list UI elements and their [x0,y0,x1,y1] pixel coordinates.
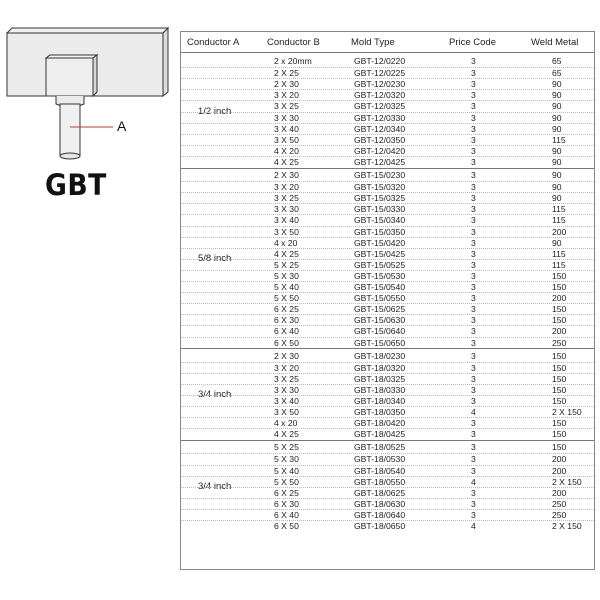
mold-type-cell: GBT-18/0525 [354,442,406,453]
conductor-b-cell: 5 X 50 [274,476,299,487]
callout-label-a: A [117,118,127,134]
price-code-cell: 3 [471,465,476,476]
weld-metal-cell: 115 [552,248,566,259]
weld-metal-cell: 150 [552,304,567,315]
mold-type-cell: GBT-15/0625 [354,304,406,315]
price-code-cell: 3 [471,215,476,226]
conductor-b-cell: 6 X 30 [274,498,299,509]
conductor-b-cell: 5 X 40 [274,465,299,476]
mold-type-cell: GBT-15/0330 [354,204,406,215]
price-code-cell: 3 [471,509,476,520]
price-code-cell: 3 [471,90,476,101]
price-code-cell: 4 [471,521,476,532]
weld-metal-cell: 150 [552,373,567,384]
weld-metal-cell: 90 [552,145,562,156]
model-title: GBT [45,168,107,202]
weld-metal-cell: 150 [552,395,567,406]
mold-type-cell: GBT-15/0350 [354,226,406,237]
conductor-b-cell: 3 X 50 [274,134,299,145]
conductor-b-cell: 2 X 25 [274,68,299,79]
weld-metal-cell: 90 [552,79,562,90]
price-code-cell: 3 [471,101,476,112]
weld-metal-cell: 65 [552,68,562,79]
weld-metal-cell: 115 [552,204,566,215]
mold-type-cell: GBT-12/0340 [354,123,406,134]
mold-type-cell: GBT-15/0420 [354,237,406,248]
weld-metal-cell: 150 [552,282,567,292]
weld-metal-cell: 200 [552,487,567,498]
weld-metal-cell: 150 [552,442,567,453]
conductor-b-cell: 4 x 20 [274,237,298,248]
weld-metal-cell: 115 [552,259,566,270]
table-group [181,351,594,440]
price-code-cell: 3 [471,304,476,315]
weld-metal-cell: 90 [552,90,562,101]
mold-type-cell: GBT-18/0630 [354,498,406,509]
price-code-cell: 3 [471,145,476,156]
conductor-b-cell: 3 X 20 [274,90,299,101]
conductor-b-cell: 3 X 50 [274,226,299,237]
mold-type-cell: GBT-18/0425 [354,429,406,440]
group-divider [181,440,594,441]
weld-metal-cell: 150 [552,429,567,440]
weld-metal-cell: 90 [552,182,562,193]
mold-type-cell: GBT-15/0325 [354,193,406,204]
header-mold-type: Mold Type [351,37,395,48]
weld-metal-cell: 90 [552,101,562,112]
price-code-cell: 3 [471,259,476,270]
mold-type-cell: GBT-12/0330 [354,112,406,123]
weld-metal-cell: 150 [552,350,567,361]
mold-type-cell: GBT-12/0320 [354,90,406,101]
conductor-b-cell: 5 X 50 [274,293,299,304]
weld-metal-cell: 90 [552,193,562,204]
weld-metal-cell: 90 [552,237,562,248]
table-row [181,428,594,440]
price-code-cell: 3 [471,112,476,123]
conductor-b-cell: 6 X 25 [274,487,299,498]
price-code-cell: 3 [471,182,476,193]
mold-type-cell: GBT-15/0640 [354,326,406,337]
conductor-b-cell: 2 X 30 [274,350,299,361]
price-code-cell: 3 [471,337,476,348]
table-group [181,56,594,167]
conductor-b-cell: 3 X 20 [274,182,299,193]
gbt-mold-illustration [0,0,175,165]
weld-metal-cell: 200 [552,454,567,465]
mold-type-cell: GBT-18/0320 [354,362,406,373]
table-row [181,442,594,453]
conductor-a-cell: 1/2 inch [198,105,232,117]
weld-metal-cell: 200 [552,226,567,237]
conductor-b-cell: 3 X 40 [274,395,299,406]
conductor-b-cell: 6 X 40 [274,326,299,337]
mold-type-cell: GBT-12/0225 [354,68,406,79]
weld-metal-cell: 115 [552,215,566,226]
conductor-b-cell: 5 X 25 [274,442,299,453]
weld-metal-cell: 150 [552,362,567,373]
weld-metal-cell: 150 [552,418,567,429]
conductor-b-cell: 6 X 30 [274,315,299,326]
conductor-b-cell: 5 X 30 [274,454,299,465]
conductor-b-cell: 3 X 40 [274,215,299,226]
conductor-b-cell: 4 X 25 [274,248,299,259]
price-code-cell: 3 [471,384,476,395]
weld-metal-cell: 200 [552,465,567,476]
price-code-cell: 3 [471,123,476,134]
weld-metal-cell: 150 [552,315,567,326]
conductor-b-cell: 4 x 20 [274,418,298,429]
price-code-cell: 3 [471,418,476,429]
weld-metal-cell: 2 X 150 [552,521,582,532]
mold-type-cell: GBT-15/0425 [354,248,406,259]
group-divider [181,168,594,169]
mold-type-cell: GBT-15/0525 [354,259,406,270]
conductor-b-cell: 3 X 30 [274,384,299,395]
price-code-cell: 3 [471,315,476,326]
mold-type-cell: GBT-18/0340 [354,395,406,406]
mold-type-cell: GBT-18/0325 [354,373,406,384]
price-code-cell: 3 [471,454,476,465]
gbt-connection-diagram [0,0,175,200]
price-code-cell: 3 [471,170,476,180]
table-row [181,56,594,67]
mold-type-cell: GBT-15/0340 [354,215,406,226]
price-code-cell: 3 [471,498,476,509]
mold-type-cell: GBT-18/0640 [354,509,406,520]
conductor-b-cell: 6 X 50 [274,521,299,532]
weld-metal-cell: 115 [552,134,566,145]
weld-metal-cell: 90 [552,112,562,123]
mold-type-cell: GBT-18/0350 [354,407,406,418]
group-divider [181,348,594,349]
conductor-b-cell: 5 X 40 [274,282,299,292]
mold-type-cell: GBT-18/0540 [354,465,406,476]
price-code-cell: 3 [471,248,476,259]
conductor-b-cell: 6 X 25 [274,304,299,315]
conductor-b-cell: 3 X 25 [274,373,299,384]
mold-type-cell: GBT-15/0540 [354,282,406,292]
mold-specification-table [180,31,595,570]
weld-metal-cell: 150 [552,384,567,395]
mold-type-cell: GBT-12/0350 [354,134,406,145]
table-group [181,442,594,531]
price-code-cell: 3 [471,282,476,292]
mold-type-cell: GBT-15/0550 [354,293,406,304]
price-code-cell: 3 [471,429,476,440]
weld-metal-cell: 2 X 150 [552,407,582,418]
weld-metal-cell: 65 [552,56,562,66]
conductor-b-cell: 6 X 40 [274,509,299,520]
weld-metal-cell: 250 [552,337,567,348]
mold-type-cell: GBT-12/0420 [354,145,406,156]
price-code-cell: 3 [471,270,476,281]
conductor-b-cell: 4 X 25 [274,429,299,440]
mold-type-cell: GBT-12/0220 [354,56,406,66]
mold-type-cell: GBT-15/0650 [354,337,406,348]
conductor-b-cell: 3 X 25 [274,193,299,204]
conductor-b-cell: 4 X 25 [274,156,299,167]
conductor-a-cell: 5/8 inch [198,252,232,264]
header-weld-metal: Weld Metal [531,37,579,48]
mold-type-cell: GBT-15/0530 [354,270,406,281]
conductor-b-cell: 3 X 20 [274,362,299,373]
weld-metal-cell: 200 [552,326,567,337]
conductor-b-cell: 3 X 40 [274,123,299,134]
price-code-cell: 3 [471,293,476,304]
mold-type-cell: GBT-12/0325 [354,101,406,112]
price-code-cell: 3 [471,350,476,361]
conductor-b-cell: 2 X 30 [274,79,299,90]
mold-type-cell: GBT-18/0330 [354,384,406,395]
conductor-b-cell: 3 X 25 [274,101,299,112]
conductor-b-cell: 2 X 30 [274,170,299,180]
mold-type-cell: GBT-12/0425 [354,156,406,167]
price-code-cell: 3 [471,204,476,215]
mold-type-cell: GBT-18/0230 [354,350,406,361]
price-code-cell: 3 [471,326,476,337]
header-price-code: Price Code [449,37,496,48]
price-code-cell: 3 [471,68,476,79]
conductor-b-cell: 5 X 25 [274,259,299,270]
mold-type-cell: GBT-18/0550 [354,476,406,487]
mold-type-cell: GBT-18/0650 [354,521,406,532]
table-row [181,351,594,362]
price-code-cell: 3 [471,237,476,248]
conductor-b-cell: 4 X 20 [274,145,299,156]
weld-metal-cell: 90 [552,170,562,180]
header-conductor-b: Conductor B [267,37,320,48]
weld-metal-cell: 200 [552,293,567,304]
table-row [181,170,594,181]
conductor-b-cell: 5 X 30 [274,270,299,281]
table-row [181,156,594,168]
weld-metal-cell: 250 [552,509,567,520]
mold-type-cell: GBT-15/0320 [354,182,406,193]
weld-metal-cell: 150 [552,270,567,281]
price-code-cell: 3 [471,362,476,373]
table-group [181,170,594,348]
conductor-b-cell: 3 X 30 [274,112,299,123]
mold-type-cell: GBT-18/0530 [354,454,406,465]
mold-type-cell: GBT-15/0230 [354,170,406,180]
price-code-cell: 3 [471,134,476,145]
price-code-cell: 3 [471,395,476,406]
table-header [181,32,594,53]
conductor-a-cell: 3/4 inch [198,388,232,400]
weld-metal-cell: 250 [552,498,567,509]
weld-metal-cell: 2 X 150 [552,476,582,487]
weld-metal-cell: 90 [552,123,562,134]
price-code-cell: 4 [471,407,476,418]
price-code-cell: 3 [471,79,476,90]
price-code-cell: 3 [471,156,476,167]
price-code-cell: 3 [471,373,476,384]
conductor-b-cell: 3 X 50 [274,407,299,418]
conductor-b-cell: 6 X 50 [274,337,299,348]
mold-type-cell: GBT-18/0420 [354,418,406,429]
price-code-cell: 3 [471,442,476,453]
header-conductor-a: Conductor A [187,37,240,48]
price-code-cell: 3 [471,226,476,237]
mold-type-cell: GBT-15/0630 [354,315,406,326]
mold-type-cell: GBT-12/0230 [354,79,406,90]
conductor-b-cell: 3 X 30 [274,204,299,215]
conductor-b-cell: 2 x 20mm [274,56,312,66]
conductor-a-cell: 3/4 inch [198,480,232,492]
table-row [181,520,594,532]
price-code-cell: 3 [471,56,476,66]
price-code-cell: 3 [471,487,476,498]
table-row [181,337,594,349]
price-code-cell: 4 [471,476,476,487]
mold-type-cell: GBT-18/0625 [354,487,406,498]
weld-metal-cell: 90 [552,156,562,167]
price-code-cell: 3 [471,193,476,204]
